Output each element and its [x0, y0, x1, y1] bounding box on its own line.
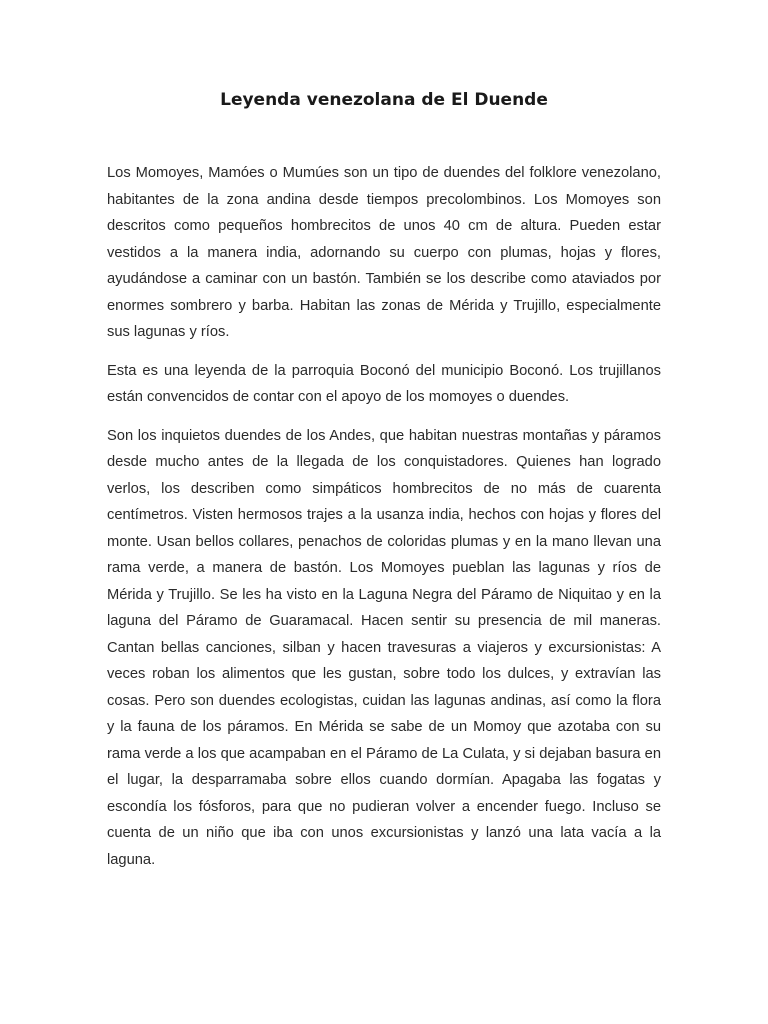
- paragraph-3: Son los inquietos duendes de los Andes, que habitan nuestras montañas y páramos desde mucho antes de la llegada de los conquistadores. Quienes han logrado verlos, los describen como simpáticos hombrecitos de no más de cuarenta centímetros. Visten hermosos trajes a la usanza india, hechos con hojas y flores del monte. Usan bellos collares, penachos de coloridas plumas y en la mano llevan una rama verde, a manera de bastón. Los Momoyes pueblan las lagunas y ríos de Mérida y Trujillo. Se les ha visto en la Laguna Negra del Páramo de Niquitao y en la laguna del Páramo de Guaramacal. Hacen sentir su presencia de mil maneras. Cantan bellas canciones, silban y hacen travesuras a viajeros y excursionistas: A veces roban los alimentos que les gustan, sobre todo los dulces, y extravían las cosas. Pero son duendes ecologistas, cuidan las lagunas andinas, así como la flora y la fauna de los páramos. En Mérida se sabe de un Momoy que azotaba con su rama verde a los que acampaban en el Páramo de La Culata, y si dejaban basura en el lugar, la desparramaba sobre ellos cuando dormían. Apagaba las fogatas y escondía los fósforos, para que no pudieran volver a encender fuego. Incluso se cuenta de un niño que iba con unos excursionistas y lanzó una lata vacía a la laguna.: [107, 427, 661, 868]
- document-body: [107, 160, 661, 885]
- paragraph-1: Los Momoyes, Mamóes o Mumúes son un tipo de duendes del folklore venezolano, habitantes de la zona andina desde tiempos precolombinos. Los Momoyes son descritos como pequeños hombrecitos de unos 40 cm de altura. Pueden estar vestidos a la manera india, adornando su cuerpo con plumas, hojas y flores, ayudándose a caminar con un bastón. También se los describe como ataviados por enormes sombrero y barba. Habitan las zonas de Mérida y Trujillo, especialmente sus lagunas y ríos.: [107, 165, 661, 340]
- document-title: Leyenda venezolana de El Duende: [220, 90, 548, 110]
- paragraph-2: Esta es una leyenda de la parroquia Boconó del municipio Boconó. Los trujillanos están convencidos de contar con el apoyo de los momoyes o duendes.: [107, 362, 661, 405]
